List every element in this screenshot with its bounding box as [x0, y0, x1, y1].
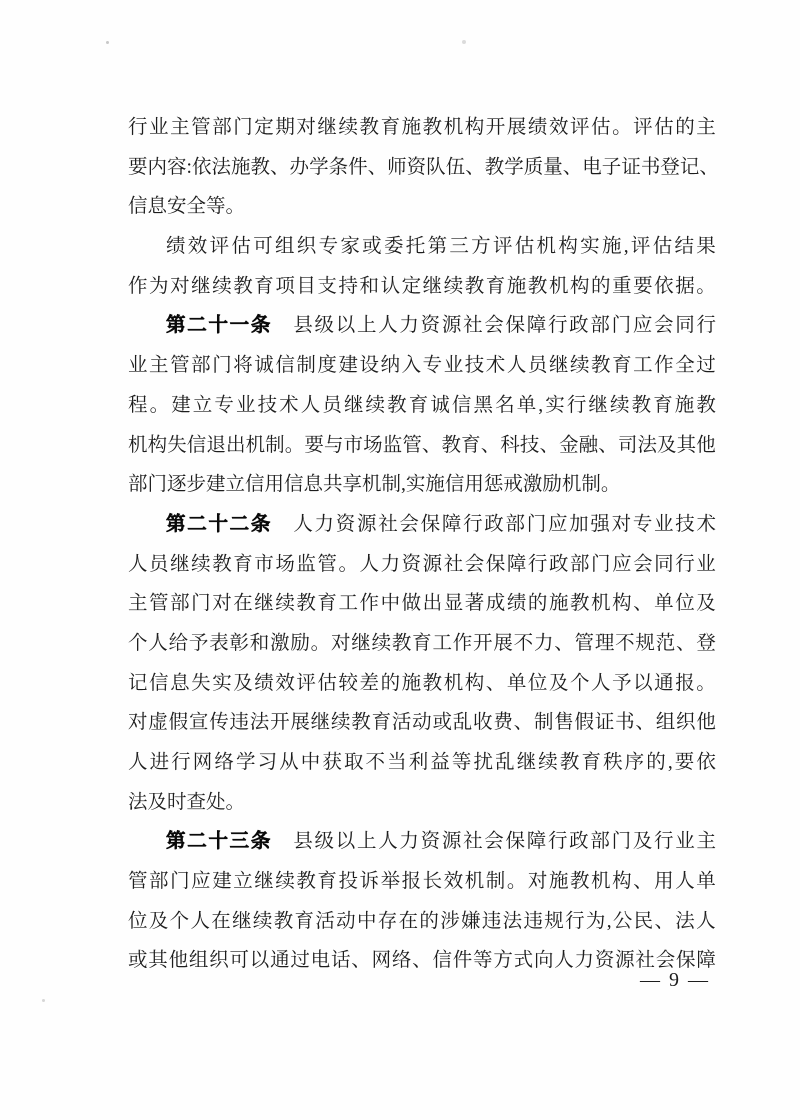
article-heading-line: 第 二 十 一 条 县 级 以 上 人 力 资 源 社 会 保 障 行 政 部 门 应 会 同 行 — [166, 315, 716, 337]
text-line: 作 为 对 继 续 教 育 项 目 支 持 和 认 定 继 续 教 育 施 教 机 构 的 重 要 依 据 。 — [128, 275, 716, 297]
text-line: 绩 效 评 估 可 组 织 专 家 或 委 托 第 三 方 评 估 机 构 实 施 , 评 估 结 果 — [166, 236, 716, 258]
text-line: 记 信 息 失 实 及 绩 效 评 估 较 差 的 施 教 机 构 、 单 位 及 个 人 予 以 通 报 。 — [128, 672, 716, 694]
text-line: 或 其 他 组 织 可 以 通 过 电 话 、 网 络 、 信 件 等 方 式 向 人 力 资 源 社 会 保 障 — [128, 950, 716, 972]
text-line: 行 业 主 管 部 门 定 期 对 继 续 教 育 施 教 机 构 开 展 绩 效 评 估 。 评 估 的 主 — [128, 117, 716, 138]
text-line: 管 部 门 应 建 立 继 续 教 育 投 诉 举 报 长 效 机 制 。 对 施 教 机 构 、 用 人 单 — [128, 871, 716, 893]
text-line: 人 员 继 续 教 育 市 场 监 管 。 人 力 资 源 社 会 保 障 行 政 部 门 应 会 同 行 业 — [128, 553, 716, 575]
text-line: 个 人 给 予 表 彰 和 激 励 。 对 继 续 教 育 工 作 开 展 不 力 、 管 理 不 规 范 、 登 — [128, 632, 716, 654]
scan-speck — [42, 999, 45, 1002]
text-line: 要 内 容 : 依 法 施 教 、 办 学 条 件 、 师 资 队 伍 、 教 学 质 量 、 电 子 证 书 登 记 、 — [128, 156, 719, 178]
text-line: 法及时查处。 — [128, 791, 246, 813]
text-line: 对 虚 假 宣 传 违 法 开 展 继 续 教 育 活 动 或 乱 收 费 、 制 售 假 证 书 、 组 织 他 — [128, 712, 716, 734]
scan-speck — [106, 41, 109, 44]
text-line: 部门逐步建立信用信息共享机制,实施信用惩戒激励机制。 — [128, 474, 621, 496]
page-number: — 9 — — [640, 969, 710, 991]
article-heading-line: 第 二 十 三 条 县 级 以 上 人 力 资 源 社 会 保 障 行 政 部 门 及 行 业 主 — [166, 831, 716, 853]
text-line: 机 构 失 信 退 出 机 制 。 要 与 市 场 监 管 、 教 育 、 科 技 、 金 融 、 司 法 及 其 他 — [128, 434, 716, 456]
text-line: 主 管 部 门 对 在 继 续 教 育 工 作 中 做 出 显 著 成 绩 的 施 教 机 构 、 单 位 及 — [128, 593, 716, 615]
text-line: 信息安全等。 — [128, 196, 246, 218]
text-column — [128, 108, 719, 981]
text-line: 业 主 管 部 门 将 诚 信 制 度 建 设 纳 入 专 业 技 术 人 员 继 续 教 育 工 作 全 过 — [128, 355, 716, 377]
text-line: 位 及 个 人 在 继 续 教 育 活 动 中 存 在 的 涉 嫌 违 法 违 规 行 为 , 公 民 、 法 人 — [128, 910, 716, 932]
text-line: 人 进 行 网 络 学 习 从 中 获 取 不 当 利 益 等 扰 乱 继 续 教 育 秩 序 的 , 要 依 — [128, 752, 716, 773]
text-line: 程 。 建 立 专 业 技 术 人 员 继 续 教 育 诚 信 黑 名 单 , 实 行 继 续 教 育 施 教 — [128, 394, 716, 416]
scan-speck — [462, 40, 466, 44]
article-heading-line: 第 二 十 二 条 人 力 资 源 社 会 保 障 行 政 部 门 应 加 强 对 专 业 技 术 — [166, 513, 716, 535]
